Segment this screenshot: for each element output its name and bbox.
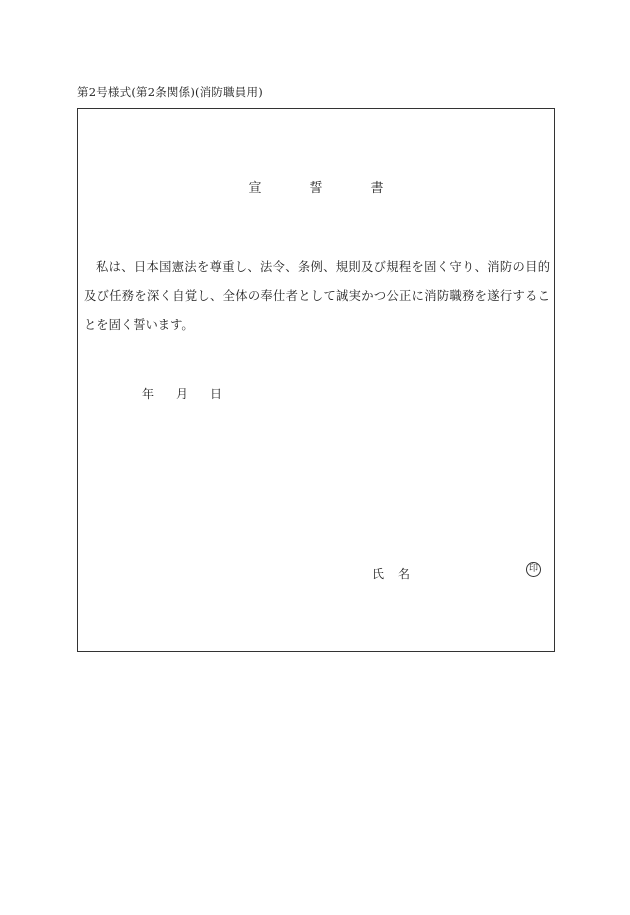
name-label: [372, 565, 410, 582]
title-char-1: 宣: [248, 181, 262, 196]
name-label-char-1: 氏: [372, 567, 385, 581]
seal-mark-icon: 印: [526, 562, 541, 577]
date-day-label: 日: [210, 387, 223, 401]
oath-form-frame: [77, 108, 555, 652]
date-month-label: 月: [176, 387, 189, 401]
document-title: [78, 177, 554, 196]
name-label-char-2: 名: [398, 567, 411, 581]
title-char-2: 誓: [309, 181, 323, 196]
form-number-label: 第2号様式(第2条関係)(消防職員用): [77, 85, 263, 99]
date-year-label: 年: [142, 387, 155, 401]
oath-body-text: 私は、日本国憲法を尊重し、法令、条例、規則及び規程を固く守り、消防の目的及び任務を深く自覚し、全体の奉仕者として誠実かつ公正に消防職務を遂行することを固く誓います。: [84, 260, 550, 332]
date-line: [142, 385, 222, 402]
title-char-3: 書: [370, 181, 384, 196]
